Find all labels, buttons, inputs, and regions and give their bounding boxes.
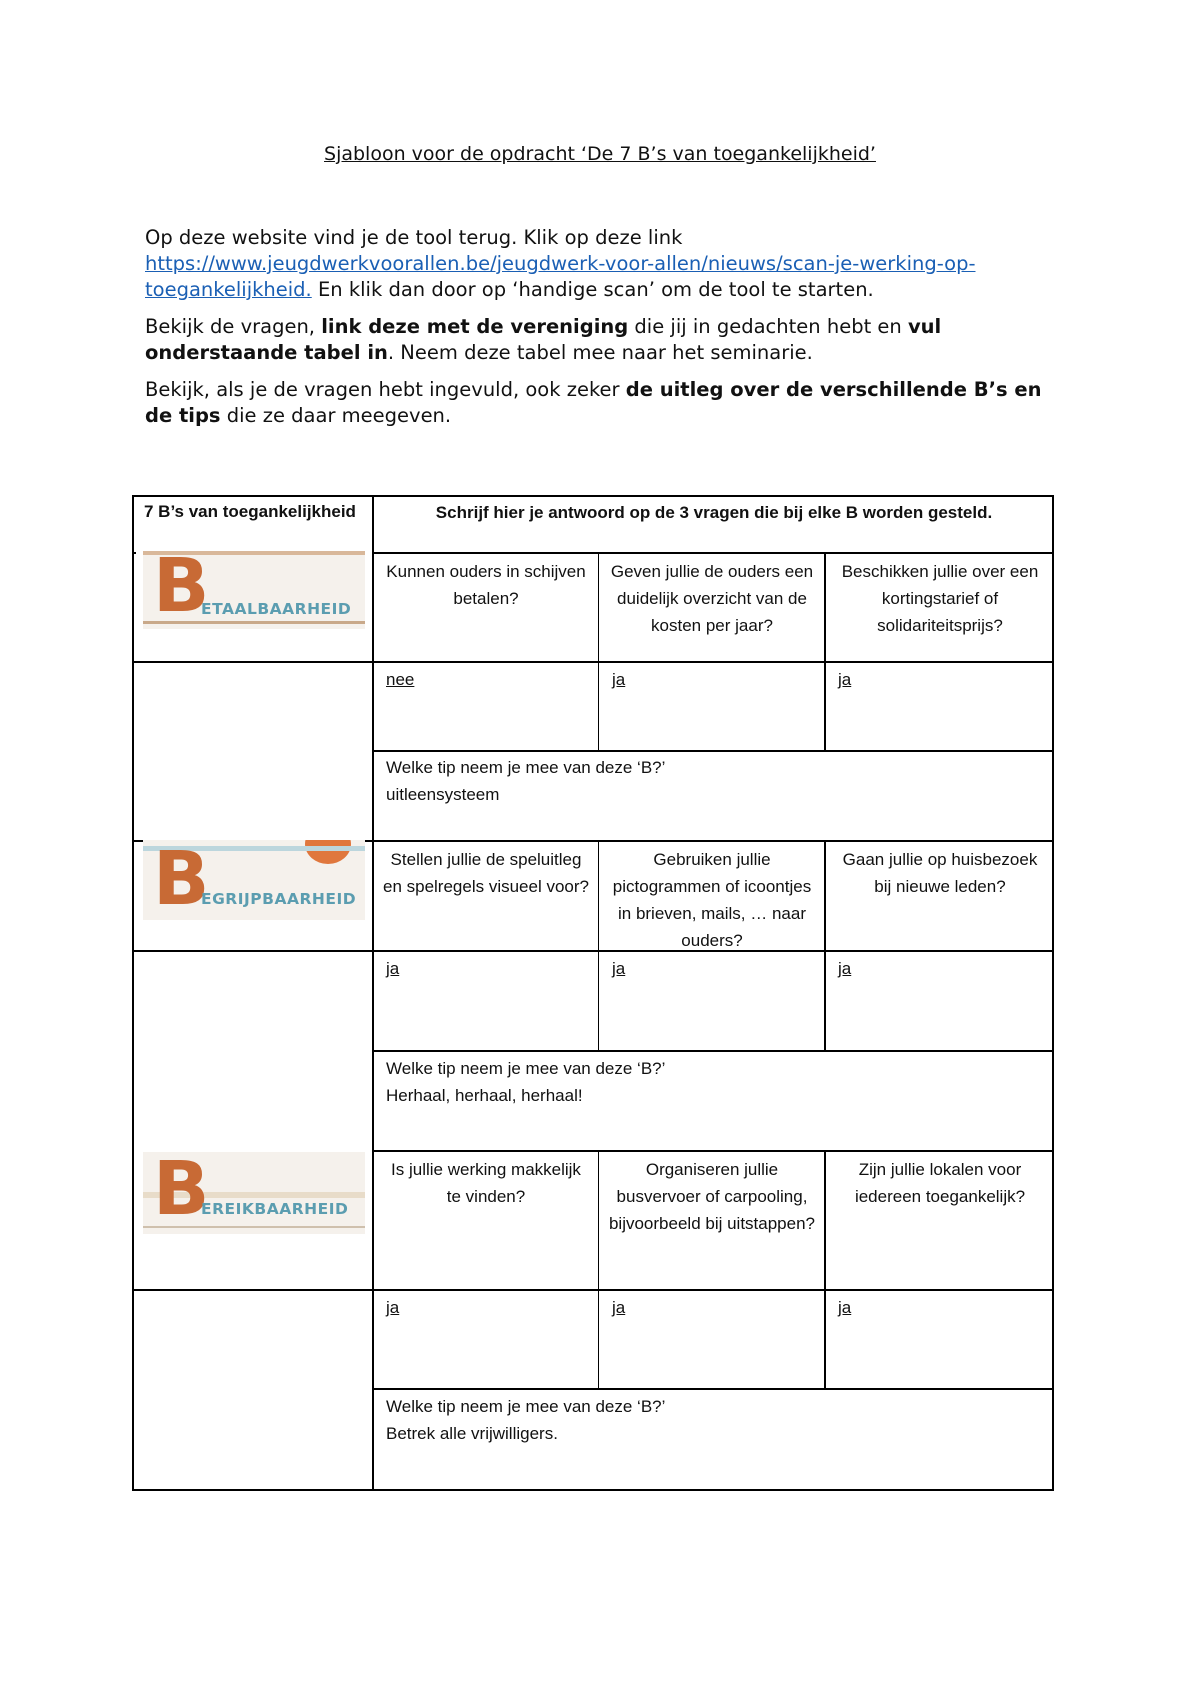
answer-3-3[interactable]: ja xyxy=(838,1298,852,1317)
answer-1-3[interactable]: ja xyxy=(838,670,852,689)
scan-tool-link[interactable]: https://www.jeugdwerkvoorallen.be/jeugdwerk-voor-allen/nieuws/scan-je-werking-op-toegankelijkheid. xyxy=(145,252,976,301)
instruction-paragraph: Bekijk de vragen, link deze met de vereniging die jij in gedachten hebt en vul onderstaande tabel in. Neem deze tabel mee naar het seminarie. xyxy=(145,315,942,364)
col2-header: Schrijf hier je antwoord op de 3 vragen die bij elke B worden gesteld. xyxy=(435,503,993,522)
tip-prompt: Welke tip neem je mee van deze ‘B?’ xyxy=(386,758,666,777)
tip-answer: Herhaal, herhaal, herhaal! xyxy=(386,1086,583,1105)
tip-answer: Betrek alle vrijwilligers. xyxy=(386,1424,558,1443)
tip-answer: uitleensysteem xyxy=(386,785,500,804)
intro-sentence-1: Op deze website vind je de tool terug. Klik op deze link xyxy=(145,226,683,249)
bereikbaarheid-logo: B EREIKBAARHEID xyxy=(143,1152,365,1234)
answer-2-3[interactable]: ja xyxy=(838,959,852,978)
tip-cell-2[interactable] xyxy=(374,1053,1054,1150)
question-1-2: Geven jullie de ouders een duidelijk overzicht van de kosten per jaar? xyxy=(610,562,814,635)
tip-prompt: Welke tip neem je mee van deze ‘B?’ xyxy=(386,1397,666,1416)
explanation-paragraph: Bekijk, als je de vragen hebt ingevuld, ook zeker de uitleg over de verschillende B’s en de tips die ze daar meegeven. xyxy=(145,378,1042,427)
answer-1-2[interactable]: ja xyxy=(612,670,626,689)
question-2-1: Stellen jullie de speluitleg en spelregels visueel voor? xyxy=(382,850,589,896)
answer-3-1[interactable]: ja xyxy=(386,1298,400,1317)
tip-cell-1[interactable] xyxy=(374,752,1054,840)
answer-3-2[interactable]: ja xyxy=(612,1298,626,1317)
answer-2-1[interactable]: ja xyxy=(386,959,400,978)
intro-sentence-2: En klik dan door op ‘handige scan’ om de tool te starten. xyxy=(311,278,874,301)
question-1-3: Beschikken jullie over een kortingstarief of solidariteitsprijs? xyxy=(841,562,1039,635)
intro-text xyxy=(145,225,1065,429)
tip-prompt: Welke tip neem je mee van deze ‘B?’ xyxy=(386,1059,666,1078)
page-title: Sjabloon voor de opdracht ‘De 7 B’s van toegankelijkheid’ xyxy=(324,143,876,165)
question-3-2: Organiseren jullie busvervoer of carpooling, bijvoorbeeld bij uitstappen? xyxy=(608,1160,816,1233)
answer-1-1[interactable]: nee xyxy=(386,670,415,689)
tip-cell-3[interactable] xyxy=(374,1391,1054,1489)
question-2-3: Gaan jullie op huisbezoek bij nieuwe leden? xyxy=(842,850,1038,896)
question-3-3: Zijn jullie lokalen voor iedereen toegankelijk? xyxy=(854,1160,1026,1206)
question-1-1: Kunnen ouders in schijven betalen? xyxy=(386,562,586,608)
question-2-2: Gebruiken jullie pictogrammen of icoontjes in brieven, mails, … naar ouders? xyxy=(612,850,812,950)
question-3-1: Is jullie werking makkelijk te vinden? xyxy=(391,1160,581,1206)
begrijpbaarheid-logo: B EGRIJPBAARHEID xyxy=(143,840,365,920)
col1-header: 7 B’s van toegankelijkheid xyxy=(144,502,356,521)
betaalbaarheid-logo: B ETAALBAARHEID xyxy=(143,551,365,629)
answer-2-2[interactable]: ja xyxy=(612,959,626,978)
